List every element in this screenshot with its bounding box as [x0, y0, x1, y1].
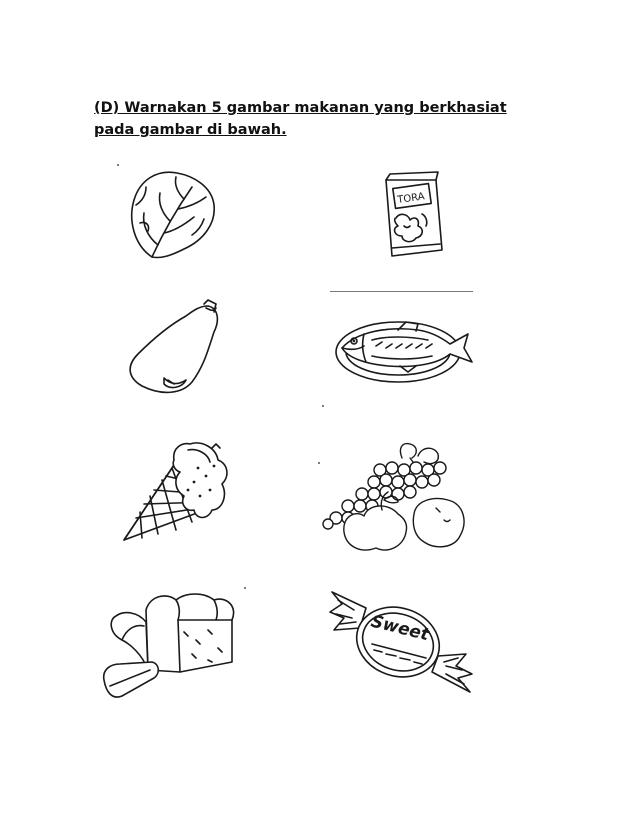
papaya-icon	[122, 300, 232, 400]
fruit-bowl-icon	[318, 440, 468, 555]
scan-line	[330, 291, 473, 292]
bread-loaf-icon	[100, 590, 240, 705]
snack-packet-icon	[380, 170, 450, 260]
instruction-line-1: (D) Warnakan 5 gambar makanan yang berkhasiat	[94, 100, 507, 116]
wrapper-label: Sweet	[368, 611, 432, 646]
packet-label: TORA	[396, 191, 426, 207]
vegetable-leaf-icon	[122, 165, 222, 265]
candy-sweet-icon	[326, 588, 476, 698]
instruction-text	[94, 97, 534, 141]
fish-on-plate-icon	[328, 310, 478, 390]
ice-cream-cone-icon	[118, 440, 238, 550]
scan-speck	[244, 587, 246, 589]
scan-speck	[322, 405, 324, 407]
scan-speck	[117, 164, 119, 166]
instruction-line-2: pada gambar di bawah.	[94, 122, 287, 138]
